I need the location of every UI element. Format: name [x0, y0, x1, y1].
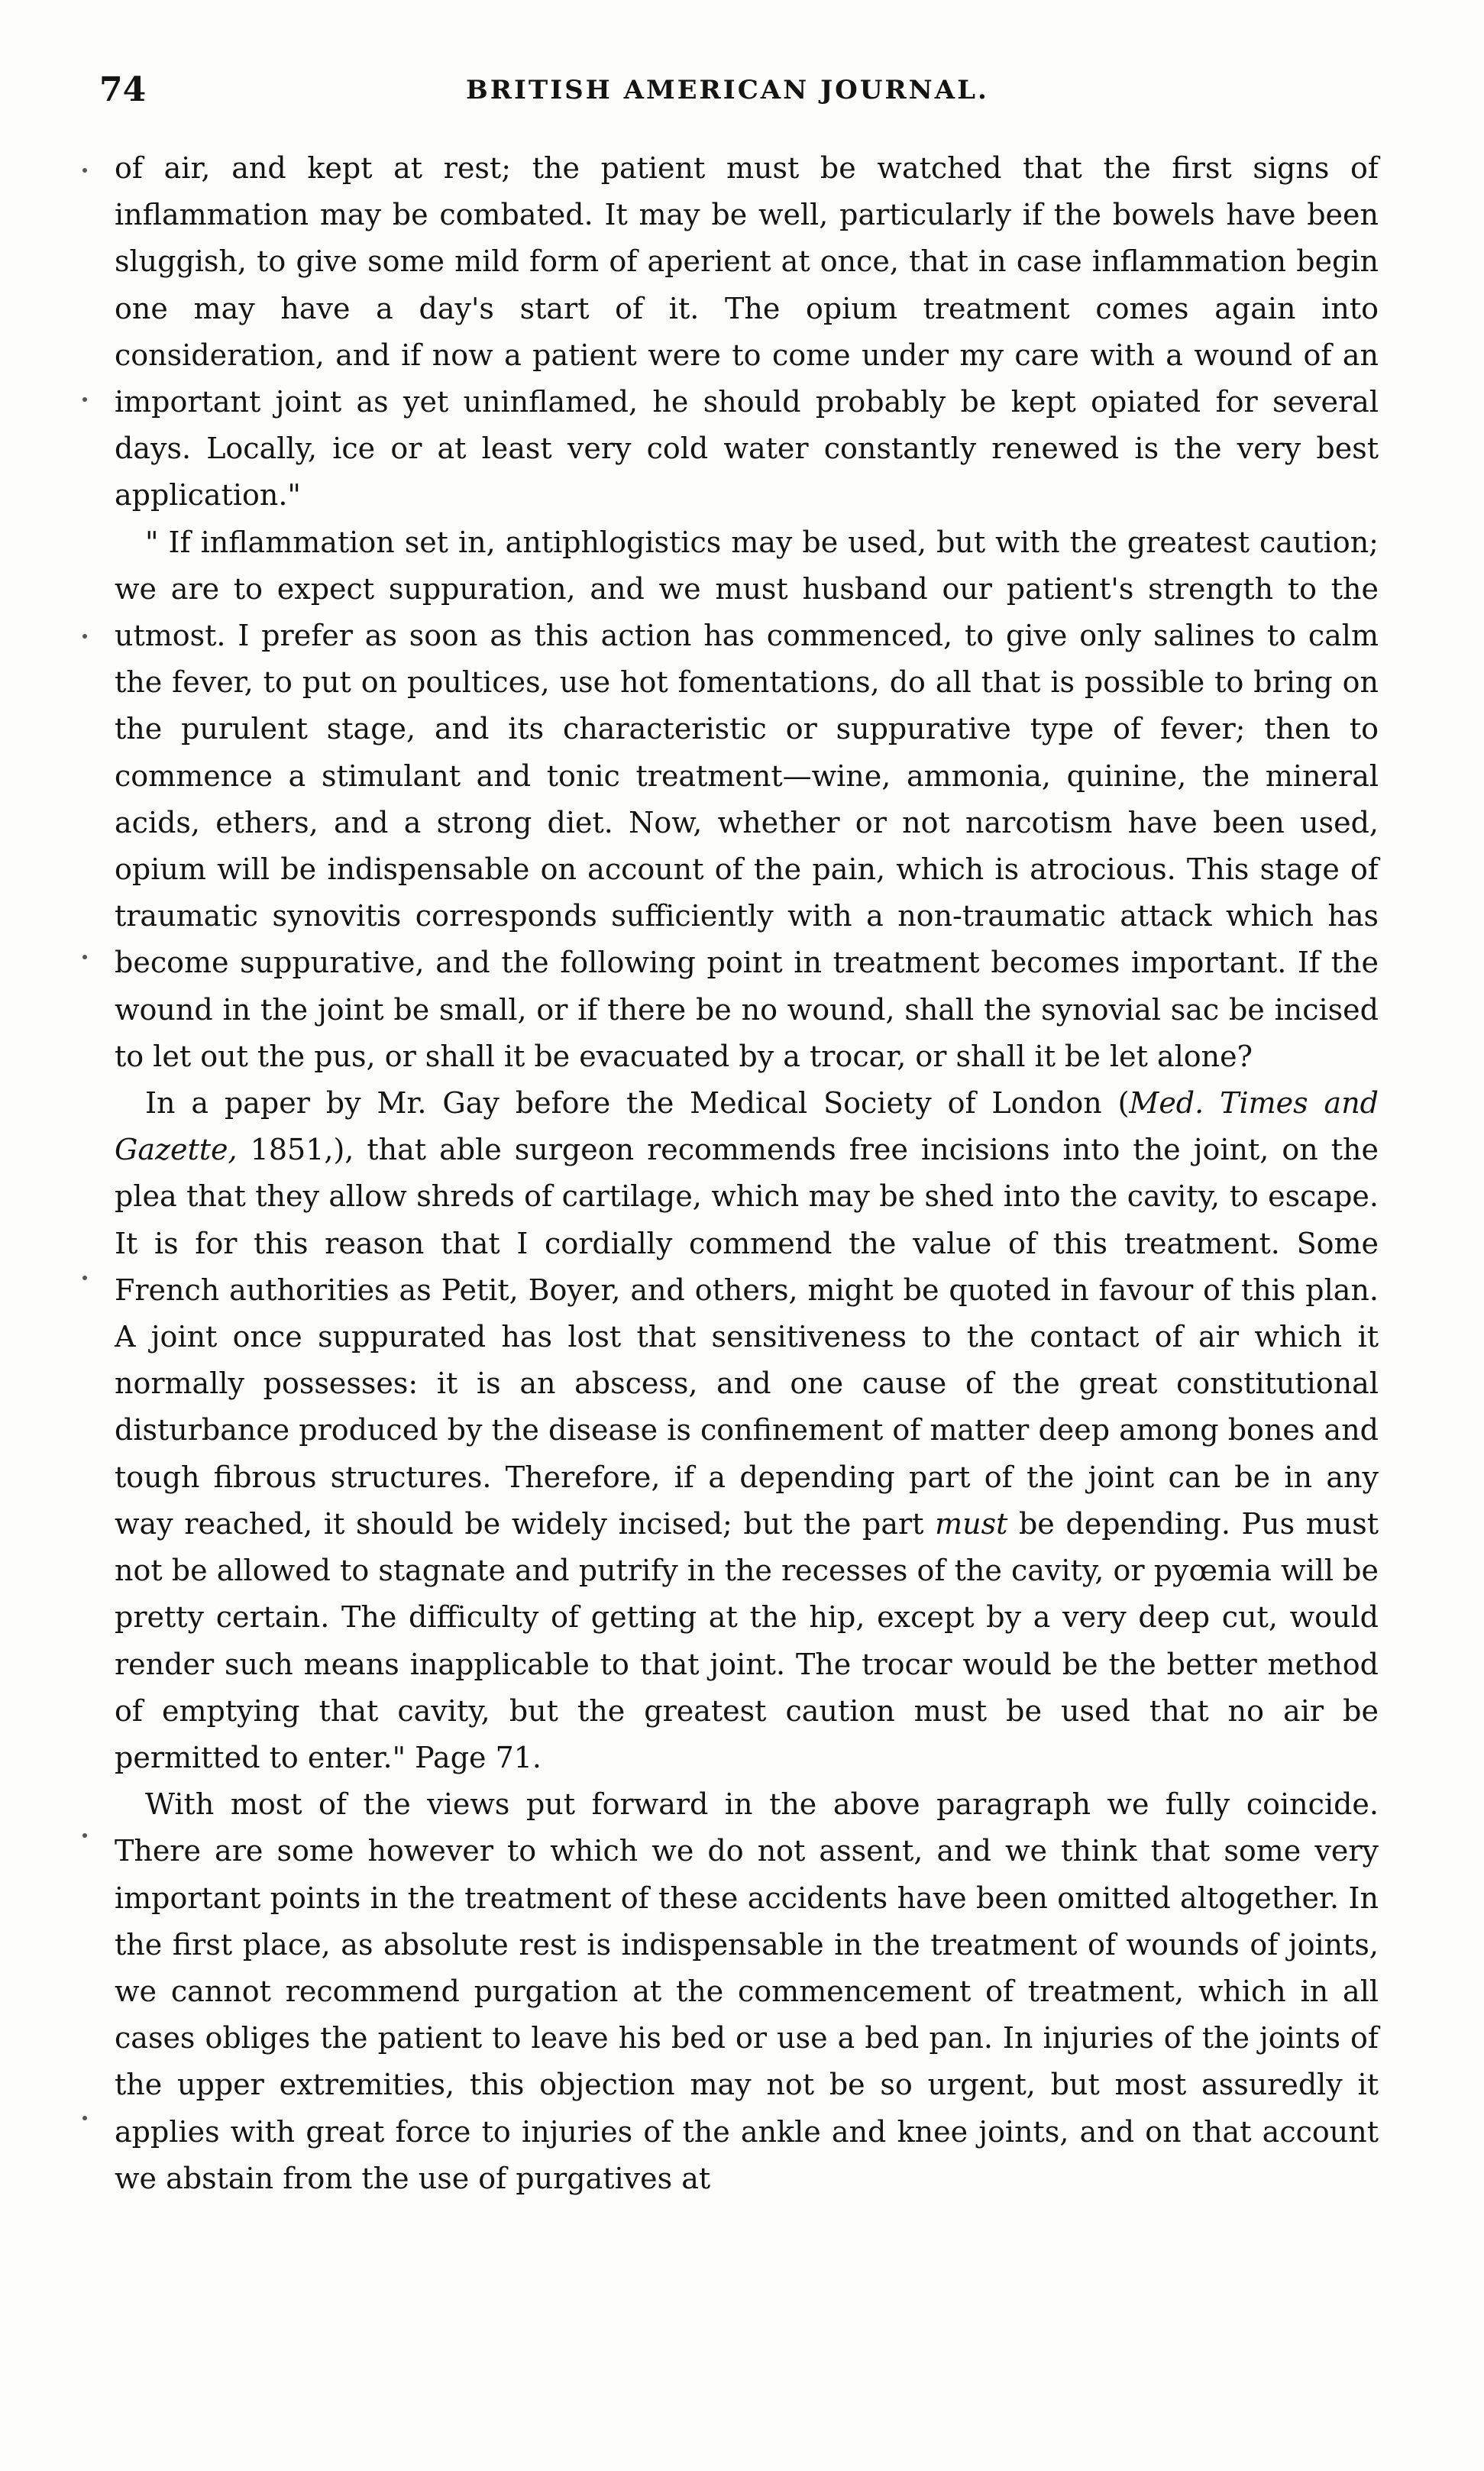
article-body: [115, 145, 1379, 2202]
margin-speck: [82, 1833, 87, 1838]
paragraph-text: be depending. Pus must not be allowed to stagnate and putrify in the recesses of the cavity, or pyœmia will be pretty certain. The difficulty of getting at the hip, except by a very deep cut, would render such means inapplicable to that joint. The trocar would be the better method of emptying that cavity, but the greatest caution must be used that no air be permitted to enter." Page 71.: [115, 1506, 1379, 1774]
paragraph-text: 1851,), that able surgeon recommends free incisions into the joint, on the plea that they allow shreds of cartilage, which may be shed into the cavity, to escape. It is for this reason that I cordially commend the value of this treatment. Some French authorities as Petit, Boyer, and others, might be quoted in favour of this plan. A joint once suppurated has lost that sensitiveness to the contact of air which it normally possesses: it is an abscess, and one cause of the great constitutional disturbance produced by the disease is confinement of matter deep among bones and tough fibrous structures. Therefore, if a depending part of the joint can be in any way reached, it should be widely incised; but the part: [115, 1133, 1379, 1541]
paragraph-commentary: With most of the views put forward in the above paragraph we fully coincide. There are some however to which we do not assent, and we think that some very important points in the treatment of these accidents have been omitted altogether. In the first place, as absolute rest is indispensable in the treatment of wounds of joints, we cannot recommend purgation at the commencement of treatment, which in all cases obliges the patient to leave his bed or use a bed pan. In injuries of the joints of the upper extremities, this objection may not be so urgent, but most assuredly it applies with great force to injuries of the ankle and knee joints, and on that account we abstain from the use of purgatives at: [115, 1787, 1379, 2195]
margin-speck: [82, 2116, 87, 2120]
running-head: BRITISH AMERICAN JOURNAL.: [466, 75, 989, 105]
margin-speck: [82, 1276, 87, 1280]
margin-speck: [82, 955, 87, 959]
margin-speck: [82, 397, 87, 402]
italic-citation: Med. Times and Gazette,: [115, 1086, 1379, 1167]
margin-specks: [76, 145, 107, 2360]
paragraph-inflammation: " If inflammation set in, antiphlogistics may be used, but with the greatest caution; we are to expect suppuration, and we must husband our patient's strength to the utmost. I prefer as soon as this action has commenced, to give only salines to calm the fever, to put on poultices, use hot fomentations, do all that is possible to bring on the purulent stage, and its characteristic or suppurative type of fever; then to commence a stimulant and tonic treatment—wine, ammonia, quinine, the mineral acids, ethers, and a strong diet. Now, whether or not narcotism have been used, opium will be indispensable on account of the pain, which is atrocious. This stage of traumatic synovitis corresponds sufficiently with a non-traumatic attack which has become suppurative, and the following point in treatment becomes important. If the wound in the joint be small, or if there be no wound, shall the synovial sac be incised to let out the pus, or shall it be evacuated by a trocar, or shall it be let alone?: [115, 525, 1379, 1073]
paragraph-gay-paper: [115, 1080, 1379, 1781]
page-number: 74: [99, 70, 147, 109]
margin-speck: [82, 168, 87, 173]
paragraph-text: In a paper by Mr. Gay before the Medical Society of London (: [145, 1086, 1130, 1121]
italic-emphasis: must: [935, 1506, 1008, 1541]
paragraph-continued: of air, and kept at rest; the patient must be watched that the first signs of inflammation may be combated. It may be well, particularly if the bowels have been sluggish, to give some mild form of aperient at once, that in case inflammation begin one may have a day's start of it. The opium treatment comes again into consideration, and if now a patient were to come under my care with a wound of an important joint as yet uninflamed, he should probably be kept opiated for several days. Locally, ice or at least very cold water constantly renewed is the very best application.": [115, 151, 1379, 513]
page-header: [99, 70, 1382, 116]
margin-speck: [82, 634, 87, 639]
